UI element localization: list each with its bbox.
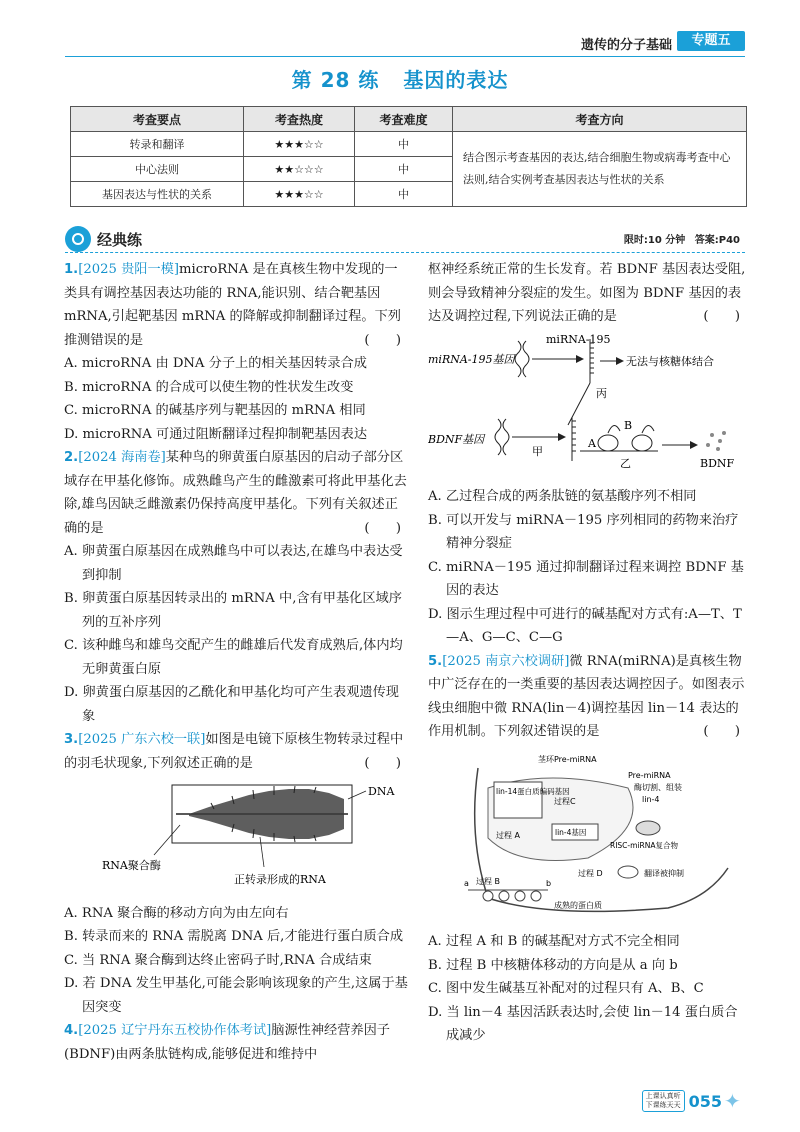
question-number: 1. [64, 262, 79, 277]
no-ribosome-label: 无法与核糖体结合 [626, 354, 714, 368]
page-number: 055 [688, 1091, 722, 1111]
mature-protein-label: 成熟的蛋白质 [554, 900, 602, 910]
option-c: C. miRNA－195 通过抑制翻译过程来调控 BDNF 基因的表达 [428, 559, 744, 598]
lin14-gene-label: lin-14蛋白质编码基因 [496, 786, 570, 796]
bdnf-expression-diagram [428, 333, 748, 473]
option-d: D. microRNA 可通过阻断翻译过程抑制靶基因表达 [64, 426, 368, 442]
cell-heat: ★★☆☆☆ [244, 157, 355, 182]
end-a-label: a [464, 878, 469, 888]
chain-b-label: B [624, 418, 633, 432]
question-stem-part1: 脑源性神经营养因子(BDNF)由两条肽链构成,能够促进和维持中 [64, 1023, 390, 1062]
question-3 [64, 728, 409, 1019]
question-number: 4. [64, 1023, 79, 1038]
end-b-label: b [546, 878, 552, 888]
cell-point: 中心法则 [71, 157, 244, 182]
exam-info-table [70, 106, 747, 207]
slogan-line-1: 上课认真听 [645, 1092, 681, 1100]
bdnf-label: BDNF [700, 456, 735, 470]
right-column [428, 258, 748, 1048]
answer-paren: ( ) [703, 309, 740, 324]
magnifier-icon [65, 226, 91, 252]
question-stem: 某种鸟的卵黄蛋白原基因的启动子部分区域存在甲基化修饰。成熟雌鸟产生的雌激素可将此甲基化去除,雄鸟因缺乏雌激素仍保持高度甲基化。下列有关叙述正确的是 [64, 450, 407, 536]
option-d: D. 图示生理过程中可进行的碱基配对方式有:A—T、T—A、G—C、C—G [428, 606, 742, 645]
section-meta [618, 231, 740, 246]
question-number: 3. [64, 732, 79, 747]
header-divider [65, 56, 745, 57]
slogan-line-2: 下课练天天 [645, 1101, 681, 1109]
cell-point: 转录和翻译 [71, 132, 244, 157]
lin4-gene-label: lin-4基因 [555, 827, 587, 837]
transcription-micrograph [64, 779, 409, 889]
question-stem: microRNA 是在真核生物中发现的一类具有调控基因表达功能的 RNA,能识别、结合靶基因 mRNA,引起靶基因 mRNA 的降解或抑制翻译过程。下列推测错误的是 [64, 262, 401, 348]
answer-paren: ( ) [364, 520, 401, 536]
cell-difficulty: 中 [355, 182, 453, 207]
bdnf-gene-label: BDNF基因 [428, 432, 485, 446]
process-d-label: 过程 D [578, 868, 603, 878]
page-title [0, 64, 800, 93]
question-source: [2025 南京六校调研] [442, 653, 570, 669]
question-stem-part2: 枢神经系统正常的生长发育。若 BDNF 基因表达受阻,则会导致精神分裂症的发生。如图为 BDNF 基因的表达及调控过程,下列说法正确的是 [428, 262, 746, 324]
question-number: 2. [64, 450, 79, 465]
question-5 [428, 650, 748, 1048]
option-c: C. 图中发生碱基互补配对的过程只有 A、B、C [428, 981, 704, 996]
question-number: 5. [428, 653, 443, 669]
chapter-title: 遗传的分子基础 [580, 38, 672, 53]
option-a: A. 卵黄蛋白原基因在成熟雌鸟中可以表达,在雄鸟中表达受到抑制 [64, 544, 403, 583]
process-b-label: 过程 B [476, 876, 501, 886]
question-4-start [64, 1019, 409, 1066]
option-a: A. RNA 聚合酶的移动方向为由左向右 [64, 905, 289, 921]
answer-ref: 答案:P40 [694, 235, 740, 246]
lin4-regulation-diagram [428, 748, 748, 918]
option-c: C. microRNA 的碱基序列与靶基因的 mRNA 相同 [64, 403, 366, 418]
time-limit: 限时:10 分钟 [623, 235, 686, 246]
option-b: B. 过程 B 中核糖体移动的方向是从 a 向 b [428, 957, 678, 973]
mirna-gene-label: miRNA-195基因 [428, 352, 515, 366]
footer-slogan [642, 1090, 685, 1112]
col-header-heat: 考查热度 [244, 107, 355, 132]
answer-paren: ( ) [364, 755, 401, 771]
option-b: B. 可以开发与 miRNA－195 序列相同的药物来治疗精神分裂症 [428, 512, 739, 551]
cell-difficulty: 中 [355, 132, 453, 157]
col-header-direction: 考查方向 [453, 107, 747, 132]
process-c-label: 过程C [554, 796, 576, 806]
rna-polymerase-label: RNA聚合酶 [102, 859, 161, 872]
mirna-label: miRNA-195 [546, 332, 611, 346]
pre-mirna-loop-label: 茎环Pre-miRNA [538, 754, 597, 764]
question-2 [64, 446, 409, 728]
process-yi-label: 乙 [620, 456, 631, 470]
table-row [71, 132, 747, 157]
question-stem: 如图是电镜下原核生物转录过程中的羽毛状现象,下列叙述正确的是 [64, 732, 404, 771]
answer-paren: ( ) [703, 724, 740, 739]
lin4-label: lin-4 [642, 794, 660, 804]
option-b: B. 卵黄蛋白原基因转录出的 mRNA 中,含有甲基化区域序列的互补序列 [64, 591, 402, 630]
col-header-difficulty: 考查难度 [355, 107, 453, 132]
left-column [64, 258, 409, 1066]
cell-heat: ★★★☆☆ [244, 182, 355, 207]
translation-inhibited-label: 翻译被抑制 [644, 868, 684, 878]
section-divider [65, 252, 745, 253]
option-a: A. 乙过程合成的两条肽链的氨基酸序列不相同 [428, 489, 697, 504]
chain-a-label: A [588, 436, 596, 450]
question-stem: 微 RNA(miRNA)是真核生物中广泛存在的一类重要的基因表达调控因子。如图表示线虫细胞中微 RNA(lin－4)调控基因 lin－14 表达的作用机制。下列叙述错误的是 [428, 653, 745, 739]
topic-badge: 专题五 [677, 31, 745, 51]
exercise-number: 第 28 练 [291, 68, 380, 92]
section-title: 经典练 [97, 230, 143, 249]
exercise-name: 基因的表达 [403, 68, 509, 92]
process-bing-label: 丙 [596, 386, 607, 400]
option-b: B. microRNA 的合成可以使生物的性状发生改变 [64, 379, 354, 395]
option-b: B. 转录而来的 RNA 需脱离 DNA 后,才能进行蛋白质合成 [64, 929, 404, 944]
option-c: C. 该种雌鸟和雄鸟交配产生的雌雄后代发育成熟后,体内均无卵黄蛋白原 [64, 638, 403, 677]
section-header [65, 226, 142, 252]
question-4-cont [428, 258, 748, 650]
question-source: [2025 贵阳一模] [78, 262, 179, 277]
cut-assemble-label: 酶切割、组装 [634, 782, 682, 792]
option-c: C. 当 RNA 聚合酶到达终止密码子时,RNA 合成结束 [64, 952, 372, 968]
question-source: [2024 海南卷] [78, 450, 166, 465]
pre-mirna-label: Pre-miRNA [628, 770, 671, 780]
option-d: D. 当 lin－4 基因活跃表达时,会使 lin－14 蛋白质合成减少 [428, 1004, 738, 1043]
option-d: D. 卵黄蛋白原基因的乙酰化和甲基化均可产生表观遗传现象 [64, 685, 399, 724]
star-icon: ✦ [724, 1089, 741, 1113]
nascent-rna-label: 正转录形成的RNA [234, 873, 326, 886]
risc-label: RISC-miRNA复合物 [610, 840, 678, 850]
question-source: [2025 辽宁丹东五校协作体考试] [78, 1023, 272, 1038]
option-a: A. microRNA 由 DNA 分子上的相关基因转录合成 [64, 356, 367, 371]
option-a: A. 过程 A 和 B 的碱基配对方式不完全相同 [428, 934, 680, 949]
process-jia-label: 甲 [532, 444, 543, 458]
question-source: [2025 广东六校一联] [78, 732, 206, 747]
question-1 [64, 258, 409, 446]
answer-paren: ( ) [364, 332, 401, 348]
cell-point: 基因表达与性状的关系 [71, 182, 244, 207]
option-d: D. 若 DNA 发生甲基化,可能会影响该现象的产生,这属于基因突变 [64, 976, 408, 1015]
cell-difficulty: 中 [355, 157, 453, 182]
cell-heat: ★★★☆☆ [244, 132, 355, 157]
dna-label: DNA [368, 785, 395, 798]
col-header-point: 考查要点 [71, 107, 244, 132]
cell-direction: 结合图示考查基因的表达,结合细胞生物或病毒考查中心法则,结合实例考查基因表达与性状的关系 [453, 132, 747, 207]
page-footer [642, 1090, 744, 1112]
process-a-label: 过程 A [496, 830, 521, 840]
